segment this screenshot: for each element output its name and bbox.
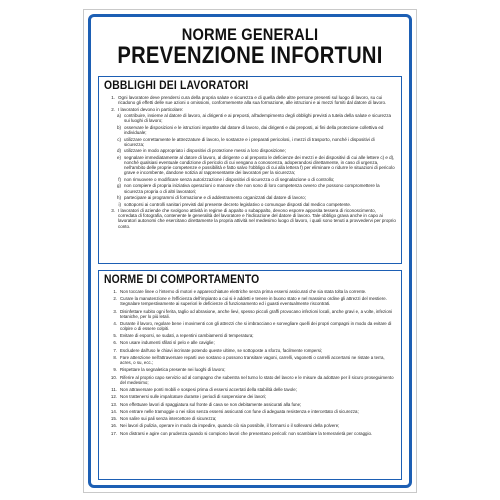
list-item bbox=[105, 333, 396, 338]
sign-title-line2: PREVENZIONE INFORTUNI bbox=[117, 42, 383, 69]
list-item-text: Non entrare nelle tramoggie o nei silos senza essersi assicurati con fune di adeguata resistenza e intercettato di sicurezza; bbox=[120, 408, 359, 414]
list-item-text: Rispettare la segnaletica presente nei luoghi di lavoro; bbox=[120, 367, 226, 373]
list-item-number: 14. bbox=[110, 408, 117, 414]
list-item bbox=[105, 137, 396, 147]
list-item-text: Riferire al proprio capo servizio od al compagno che subentra nel turno lo stato del lavoro e le misure da adottare per il sicuro proseguimento del medesimo; bbox=[120, 374, 394, 385]
list-item bbox=[105, 387, 396, 392]
list-item-text: non compiere di propria iniziativa operazioni o manovre che non sono di loro competenza ovvero che possono compromettere la sicurezza propria o di altri lavoratori; bbox=[124, 183, 380, 194]
list-item-text: Ogni lavoratore deve prendersi cura della propria salute e sicurezza e di quella delle altre persone presenti sul luogo di lavoro, su cui ricadono gli effetti delle sue azioni o omissioni, conformemente alla sua formazione, alle istruzioni e ai mezzi forniti dal datore di lavoro. bbox=[118, 95, 387, 106]
list-item-text: Non trattenersi sulle impalcature durante i periodi di sospensione dei lavori; bbox=[120, 394, 267, 400]
list-item-number: 3. bbox=[113, 308, 117, 314]
list-item bbox=[105, 95, 396, 105]
list-item bbox=[105, 183, 396, 193]
list-item-text: utilizzare in modo appropriato i dispositivi di protezione messi a loro disposizione; bbox=[124, 148, 286, 154]
list-item bbox=[105, 113, 396, 123]
list-item bbox=[105, 367, 396, 372]
list-item-text: segnalare immediatamente al datore di lavoro, al dirigente o al preposto le deficienze dei mezzi e dei dispositivi di cui alle lettere c) e d), nonché qualsiasi eventuale condizione di pericolo di cui vengano a conoscenza, adoperandosi direttamente, in caso di urgenza, nell'ambito delle proprie competenze e possibilità e fatto salvo l'obbligo di cui alla lettera f) per eliminare o ridurre le situazioni di pericolo grave e incombente, dandone notizia al rappresentante dei lavoratori per la sicurezza; bbox=[124, 154, 395, 176]
list-item bbox=[105, 155, 396, 175]
list-item bbox=[105, 309, 396, 319]
section-obblighi bbox=[98, 76, 402, 264]
safety-sign bbox=[84, 10, 416, 492]
list-item bbox=[105, 431, 396, 436]
list-item-text: osservare le disposizioni e le istruzioni impartite dal datore di lavoro, dai dirigenti e dai preposti, ai fini della protezione collettiva ed individuale; bbox=[124, 124, 384, 136]
list-item-number: 17. bbox=[110, 430, 117, 436]
list-item bbox=[105, 375, 396, 385]
list-item-text: Disinfettare subito ogni ferita, taglio od abrasione, anche lievi, spesso piccoli graffi provocano infezioni locali, anche gravi e, a volte, infezioni tetaniche, per lo più letali. bbox=[120, 308, 393, 319]
section-norme-heading: NORME DI COMPORTAMENTO bbox=[104, 274, 260, 286]
list-item bbox=[105, 107, 396, 112]
list-item-text: Nei lavori di pulizia, operare in modo da impedire, quando ciò sia possibile, il formarsi o il sollevarsi della polvere; bbox=[120, 423, 340, 429]
list-item-text: Non attraversare ponti mobili e sospesi prima di essersi accertati della stabilità delle tavole; bbox=[120, 386, 297, 392]
list-item bbox=[105, 409, 396, 414]
sign-title-line1: NORME GENERALI bbox=[181, 25, 319, 44]
list-item-number: g) bbox=[116, 183, 121, 189]
list-item-text: Evitare di esporsi, se sudati, a repentini cambiamenti di temperatura; bbox=[120, 333, 254, 339]
list-item-number: a) bbox=[116, 113, 121, 119]
list-item-number: 4. bbox=[113, 320, 117, 326]
list-item bbox=[105, 148, 396, 153]
list-item-number: 12. bbox=[110, 394, 117, 400]
list-item bbox=[105, 177, 396, 182]
list-item-number: d) bbox=[116, 148, 121, 154]
list-item bbox=[105, 289, 396, 294]
list-item-number: 11. bbox=[111, 386, 117, 392]
list-item-text: partecipare ai programmi di formazione e di addestramento organizzati dal datore di lavoro; bbox=[124, 195, 306, 201]
list-item-number: e) bbox=[116, 154, 121, 160]
list-item bbox=[105, 340, 396, 345]
list-item bbox=[105, 394, 396, 399]
list-item-number: h) bbox=[116, 195, 121, 201]
list-item bbox=[105, 208, 396, 228]
list-item-number: 1. bbox=[113, 289, 117, 294]
list-item-text: non rimuovere o modificare senza autorizzazione i dispositivi di sicurezza o di segnalazione o di controllo; bbox=[124, 176, 335, 182]
section-obblighi-heading: OBBLIGHI DEI LAVORATORI bbox=[104, 80, 249, 92]
list-item-number: 15. bbox=[110, 416, 117, 422]
list-item-number: 7. bbox=[113, 347, 117, 353]
section-obblighi-list bbox=[105, 95, 396, 229]
list-item-number: 8. bbox=[113, 355, 117, 361]
section-norme bbox=[98, 270, 402, 480]
list-item-number: f) bbox=[118, 176, 121, 182]
list-item-text: I lavoratori devono in particolare: bbox=[118, 106, 184, 112]
list-item-number: 1. bbox=[111, 95, 115, 100]
list-item-text: Fare attenzione nell'attraversare reparti ove sostano o possono transitare vagoni, carrelli, vagonetti o carrelli accertarsi ne ristate a terra, acres, o su, ecc.; bbox=[120, 355, 385, 366]
list-item-text: contribuire, insieme al datore di lavoro, ai dirigenti e ai preposti, all'adempimento degli obblighi previsti a tutela della salute e sicurezza sui luoghi di lavoro; bbox=[124, 113, 392, 124]
list-item-text: Non salire sui pali senza intercettore di sicurezza; bbox=[120, 416, 217, 422]
list-item-text: Escludere dall'uso le chiavi incrinate potendo queste ultime, se sottoposte a sforzo, facilmente rompersi; bbox=[120, 347, 323, 353]
list-item bbox=[105, 355, 396, 365]
list-item bbox=[105, 402, 396, 407]
list-item-number: 6. bbox=[113, 340, 117, 346]
list-item-text: Curare la manutenzione e l'efficienza dell'impianto a cui si è addetti e tenere in buono stato e nel massimo ordine gli attrezzi del mestiere. Segnalare tempestivamente ai superiori le deficienze di funzionamento ed i guasti eventualmente riscontrati. bbox=[120, 296, 387, 307]
list-item-number: 5. bbox=[113, 333, 117, 339]
list-item-text: Non effettuare lavori di spaggiatura sul fronte di cava se non debitamente assicurati alla fune; bbox=[120, 401, 302, 407]
list-item bbox=[105, 125, 396, 135]
list-item-number: i) bbox=[118, 201, 121, 207]
list-item bbox=[105, 195, 396, 200]
list-item bbox=[105, 416, 396, 421]
list-item-text: I lavoratori di aziende che svolgono attività in regime di appalto o subappalto, devono esporre apposita tessera di riconoscimento, corredata di fotografia, contenente le generalità del lavoratore e l'indicazione del datore di lavoro. Tale obbligo grava anche in capo ai lavoratori autonomi che esercitano direttamente la propria attività nel medesimo luogo di lavoro, i quali sono tenuti a provvedervi per proprio conto. bbox=[118, 208, 396, 229]
list-item-text: utilizzare correttamente le attrezzature di lavoro, le sostanze e i preparati pericolosi, i mezzi di trasporto, nonché i dispositivi di sicurezza; bbox=[124, 136, 375, 147]
list-item bbox=[105, 202, 396, 207]
list-item-number: 2. bbox=[111, 106, 115, 112]
list-item-text: Non usare indumenti sfilati sì pelo e alle caviglie; bbox=[120, 340, 215, 346]
list-item-number: 9. bbox=[113, 367, 117, 373]
list-item-number: 10. bbox=[110, 374, 117, 380]
list-item bbox=[105, 423, 396, 428]
section-norme-list bbox=[105, 289, 396, 436]
list-item-text: Non toccare linee o l'interno di motori e apparecchiature elettriche senza prima essersi assicurati che sia stata tolta la corrente. bbox=[120, 289, 367, 294]
list-item bbox=[105, 296, 396, 306]
list-item-number: 13. bbox=[110, 401, 117, 407]
list-item-number: b) bbox=[116, 124, 121, 130]
list-item-number: 3. bbox=[111, 208, 115, 214]
list-item bbox=[105, 348, 396, 353]
list-item-number: c) bbox=[117, 136, 121, 142]
list-item bbox=[105, 321, 396, 331]
list-item-text: sottoporsi ai controlli sanitari previsti dal presente decreto legislativo o comunque disposti dal medico competente. bbox=[124, 201, 352, 207]
list-item-text: Non distrarsi e agire con prudenza quando si compiono lavori che presentano pericoli: non scambiare la temerarietà per coraggio. bbox=[120, 430, 373, 436]
list-item-text: Durante il lavoro, regolare bene i movimenti con gli attrezzi che si imbracciano e sorvegliare quelli dei propri compagni in modo da evitare di colpire o di essere colpiti. bbox=[120, 320, 392, 331]
list-item-number: 2. bbox=[113, 296, 117, 302]
list-item-number: 16. bbox=[110, 423, 117, 429]
